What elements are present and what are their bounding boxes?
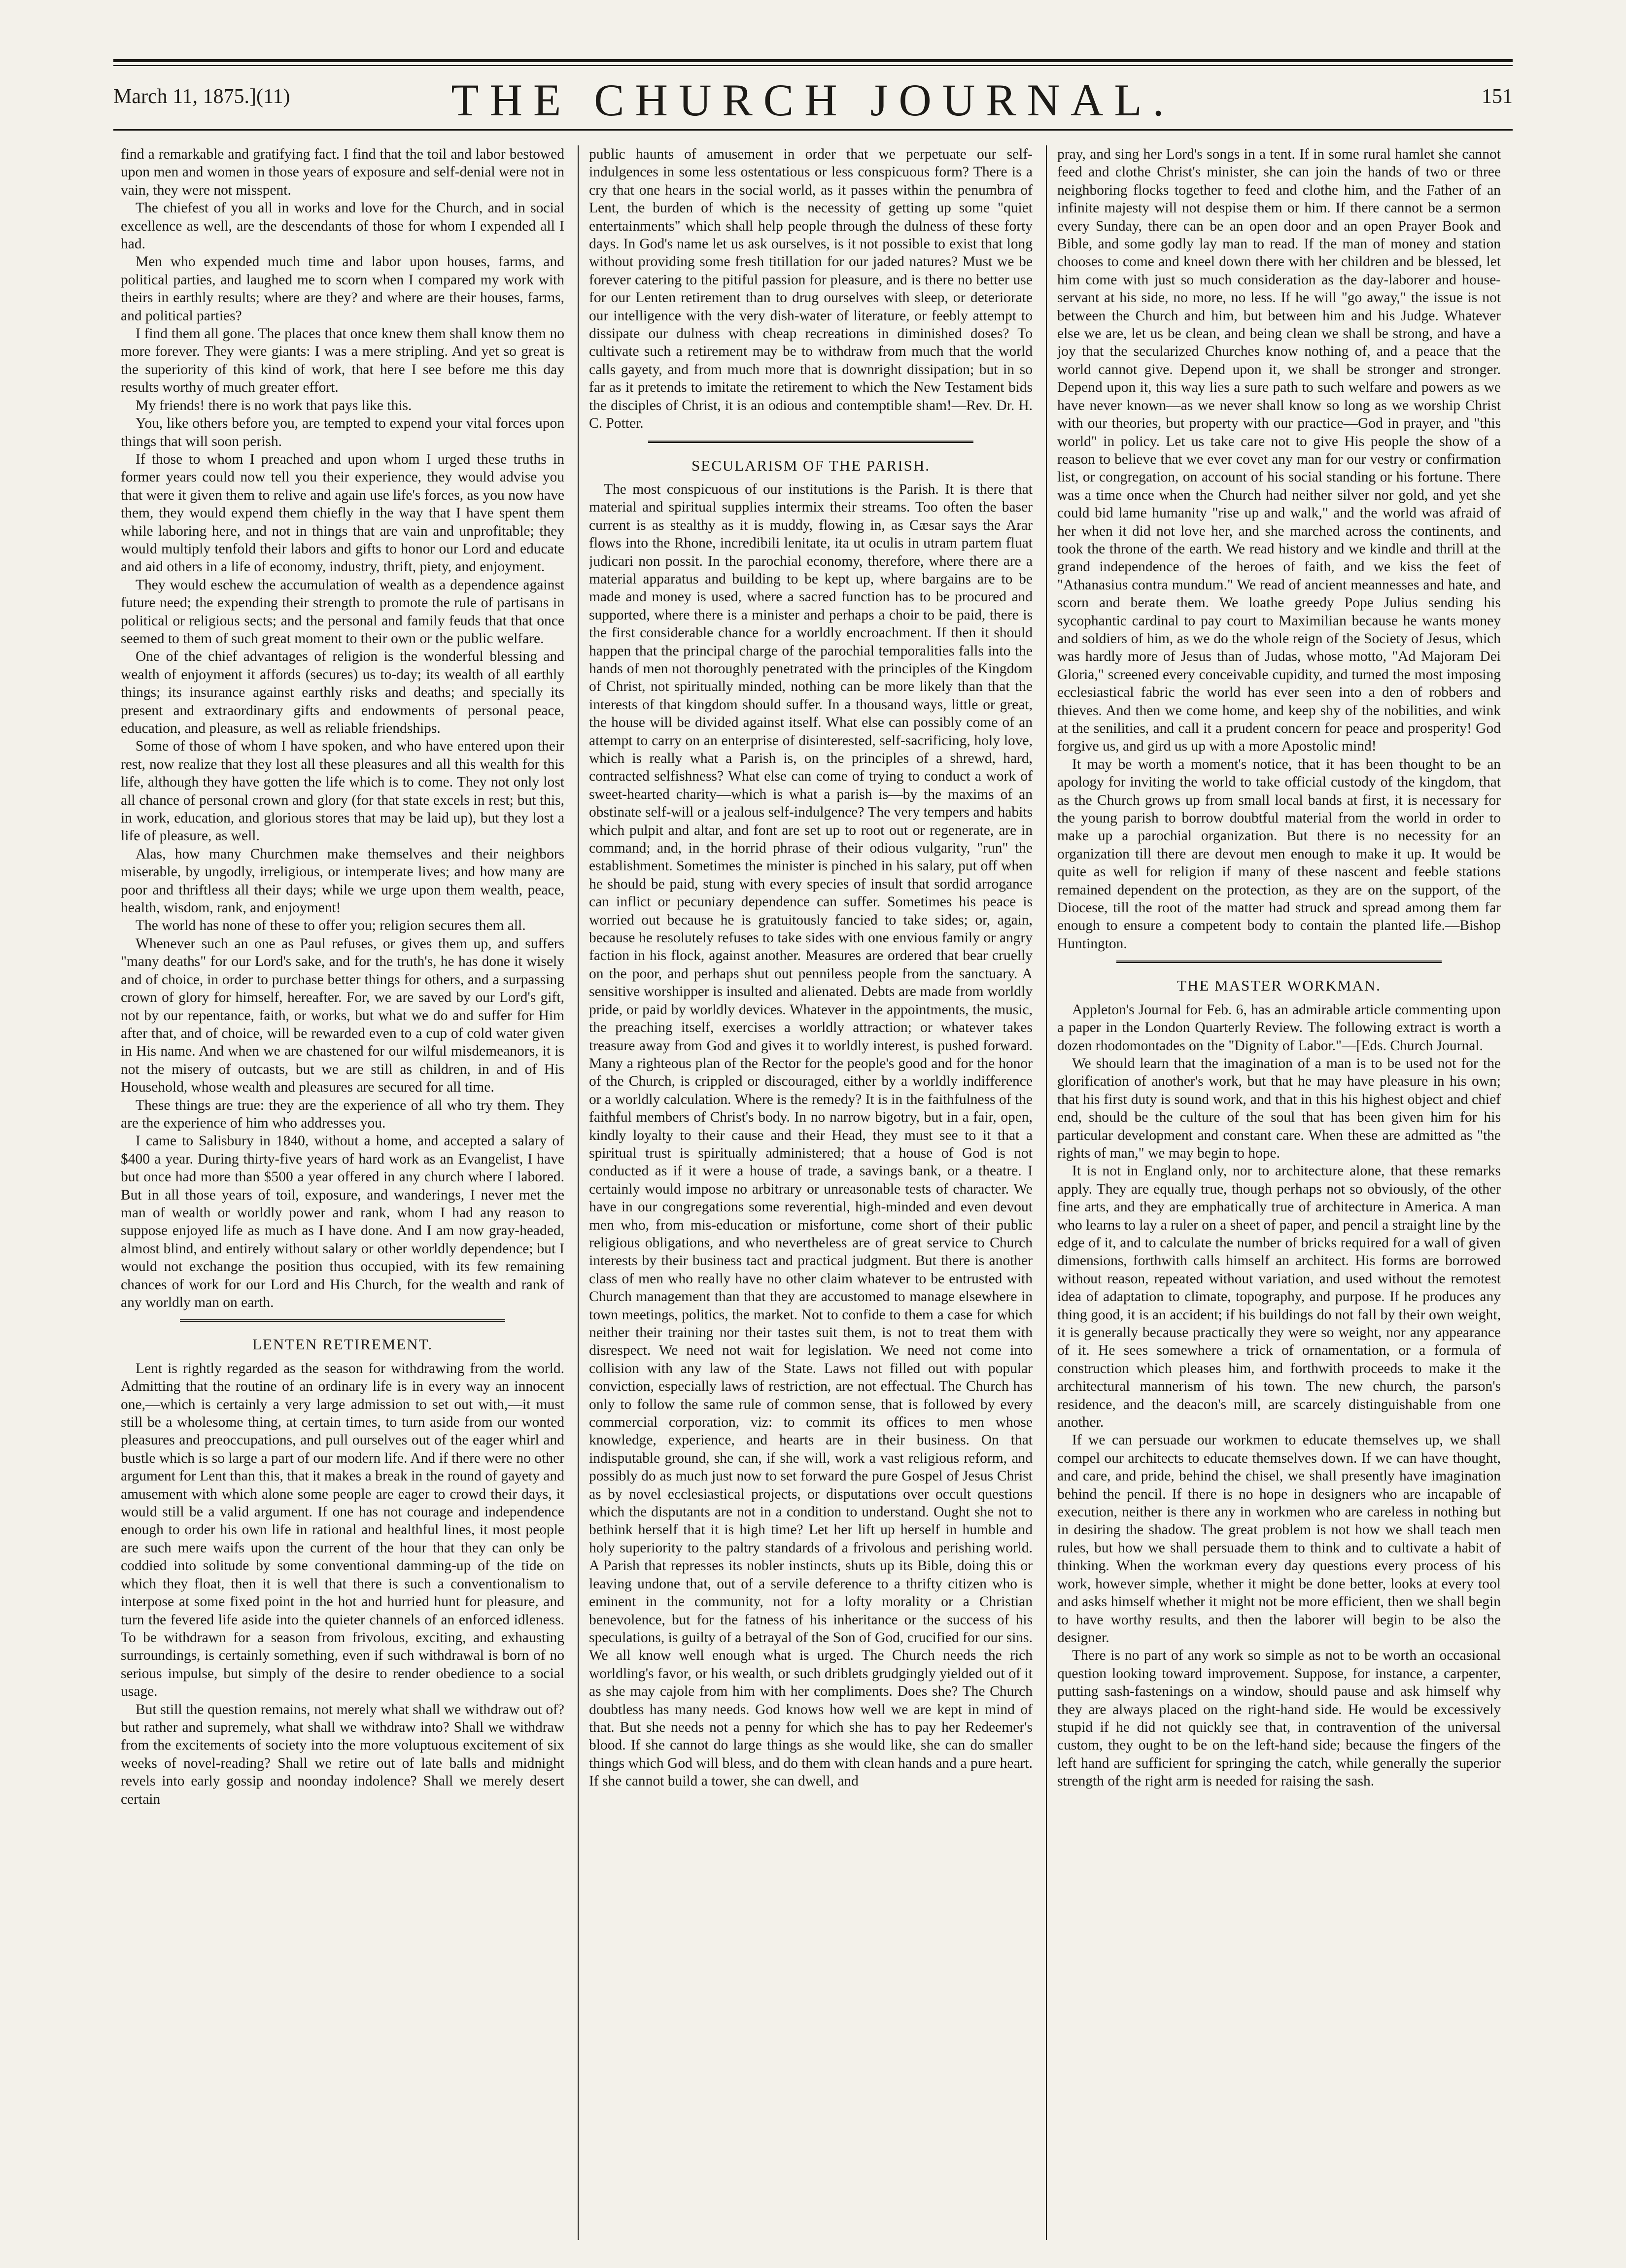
article-heading-master-workman: THE MASTER WORKMAN. [1177,977,1381,995]
issue-date: March 11, 1875.](11) [113,85,290,108]
column-1 [121,145,564,2240]
paragraph: I find them all gone. The places that once knew them shall know them no more forever. They were giants: I was a mere stripling. And yet so great is the superiority of this kind of work, that here I see before me this day results worthy of much greater effort. [121,326,564,396]
page-number: 151 [1482,85,1513,108]
column-2 [589,145,1033,2240]
article-separator [1116,961,1442,968]
paragraph: It may be worth a moment's notice, that it has been thought to be an apology for inviting the world to take official custody of the kingdom, that as the Church grows up from small local bands at first, it is necessary for the young parish to borrow doubtful material from the world in order to make up a parochial organization. But there is no necessity for an organization till there are devout men enough to make it up. It would be quite as well for religion if many of these nascent and feeble stations remained dependent on the protection, as they are on the support, of the Diocese, till the root of the matter had struck and spread among them far enough to ensure a competent body to contain the planted life.—Bishop Huntington. [1057,756,1501,952]
paragraph: We should learn that the imagination of a man is to be used not for the glorification of another's work, but that he may have pleasure in his own; that his first duty is sound work, and that in this his highest object and chief end, should be the culture of the soul that has been given him for his particular development and constant care. When these are admitted as "the rights of man," we may begin to hope. [1057,1055,1501,1161]
paragraph: I came to Salisbury in 1840, without a home, and accepted a salary of $400 a year. During thirty-five years of hard work as an Evangelist, I have but once had more than $500 a year offered in any church where I labored. But in all those years of toil, exposure, and wanderings, I never met the man of wealth or worldly power and rank, whom I had any reason to suppose enjoyed life as much as I have done. And I am now gray-headed, almost blind, and entirely without salary or other worldly dependence; but I would not exchange the position thus occupied, with its few remaining chances of work for our Lord and His Church, for the wealth and rank of any worldly man on earth. [121,1133,564,1310]
paragraph: The most conspicuous of our institutions is the Parish. It is there that material and spiritual supplies intermix their streams. Too often the baser current is as stealthy as it is muddy, flowing in, as Cæsar says the Arar flows into the Rhone, incredibili lenitate, ita ut oculis in utram partem fluat judicari non possit. In the parochial economy, therefore, where there are a material apparatus and building to be kept up, where bargains are to be made and money is used, where a sacred function has to be procured and supported, where there is a minister and perhaps a choir to be paid, there is the first considerable chance for a worldly encroachment. If then it should happen that the principal charge of the parochial temporalities falls into the hands of men not thoroughly penetrated with the principles of the Kingdom of Christ, not spiritually minded, nothing can be more likely than that the interests of that kingdom should suffer. In a thousand ways, little or great, the house will be divided against itself. What else can possibly come of an attempt to carry on an enterprise of disinterested, self-sacrificing, holy love, which is really what a Parish is, on the principles of a shrewd, hard, contracted selfishness? What else can come of trying to conduct a work of sweet-hearted charity—which is what a parish is—by the maxims of an obstinate self-will or a jealous self-indulgence? The very tempers and habits which pulpit and altar, and font are set up to root out or regenerate, are in command; and, in the horrid phrase of their odious vulgarity, "run" the establishment. Sometimes the minister is pinched in his salary, put off when he should be paid, stung with every species of insult that sordid arrogance can inflict or pecuniary dependence can suffer. Sometimes his peace is worried out because he is gratuitously fancied to take sides; or, again, because he resolutely refuses to take sides with one envious family or angry faction in his flock, against another. Measures are ordered that bear cruelly on the poor, and perhaps shut out penniless people from the sanctuary. A sensitive worshipper is insulted and alienated. Debts are made from worldly pride, or paid by worldly devices. Whatever in the appointments, the music, the preaching itself, exercises a worldly attraction; or whatever takes treasure away from God and gives it to worldly interest, is pushed forward. Many a righteous plan of the Rector for the people's good and for the honor of the Church, is crippled or discouraged, either by a worldly indifference or a worldly calculation. Where is the remedy? It is in the faithfulness of the faithful members of Christ's body. In no narrow bigotry, but in a fair, open, kindly loyalty to their cause and their Head, they must see to it that a spiritual trust is spiritually administered; that a house of God is not conducted as if it were a house of trade, a savings bank, or a theatre. I certainly would impose no arbitrary or unreasonable tests of character. We have in our congregations some reverential, high-minded and even devout men who, from mis-education or misfortune, come short of their public religious obligations, and who nevertheless are of great service to Church interests by their business tact and practical judgment. But there is another class of men who really have no other claim whatever to be entrusted with Church management than that they are accustomed to manage elsewhere in town meetings, politics, the market. Not to confide to them a case for which neither their training nor their tastes suit them, is not to treat them with disrespect. We need not wait for legislation. We need not come into collision with any law of the State. Laws not filled out with popular conviction, especially laws of restriction, are not effectual. The Church has only to follow the same rule of common sense, that is followed by every commercial corporation, viz: to commit its offices to men whose knowledge, experience, and hearts are in their business. On that indisputable ground, she can, if she will, work a vast religious reform, and possibly do as much just now to set forward the pure Gospel of Jesus Christ as by novel ecclesiastical projects, or disputations over occult questions which the disputants are not in a condition to understand. Ought she not to bethink herself that it is high time? Let her lift up herself in humble and holy superiority to the paltry standards of a frivolous and perishing world. A Parish that represses its nobler instincts, shuts up its Bible, doing this or leaving undone that, out of a servile deference to a thrifty citizen who is eminent in the community, not for a lofty morality or a Christian benevolence, but for the fatness of his inheritance or the success of his speculations, is guilty of a betrayal of the Son of God, crucified for our sins. We all know well enough what is urged. The Church needs the rich worldling's favor, or his wealth, or such driblets grudgingly yielded out of it as she may cajole from him with her compliments. Does she? The Church doubtless has many needs. God knows how well we are kept in mind of that. But she needs not a penny for which she has to pay her Redeemer's blood. If she cannot do large things as she would like, she can do smaller things which God will bless, and do them with clean hands and a pure heart. If she cannot build a tower, she can dwell, and [589,481,1033,1789]
paragraph: These things are true: they are the experience of all who try them. They are the experience of him who addresses you. [121,1097,564,1131]
paragraph: It is not in England only, nor to architecture alone, that these remarks apply. They are equally true, though perhaps not so obviously, of the other fine arts, and they are emphatically true of architecture in America. A man who learns to lay a ruler on a sheet of paper, and pencil a straight line by the edge of it, and to calculate the number of bricks required for a wall of given dimensions, forthwith calls himself an architect. His forms are borrowed without reason, repeated without variation, and used without the remotest idea of adaptation to climate, topography, and purpose. If he produces any thing good, it is an accident; if his buildings do not fall by their own weight, it is generally because practically they were so weight, nor any appearance of it. He sees somewhere a trick of ornamentation, or a formula of construction which pleases him, and forthwith proceeds to make it the architectural mannerism of his town. The new church, the parson's residence, and the deacon's mill, are scarcely distinguishable from one another. [1057,1163,1501,1431]
paragraph: Men who expended much time and labor upon houses, farms, and political parties, and laughed me to scorn when I compared my work with theirs in earthly results; where are they? and where are their houses, farms, and political parties? [121,254,564,324]
paragraph: One of the chief advantages of religion is the wonderful blessing and wealth of enjoyment it affords (secures) us to-day; its wealth of all earthly things; its insurance against earthly risks and deaths; and specially its present and extraordinary gifts and endowments of personal peace, education, and pleasure, as well as reliable friendships. [121,649,564,736]
article-separator [180,1319,505,1327]
paragraph: The world has none of these to offer you; religion secures them all. [136,918,526,934]
paragraph: There is no part of any work so simple as not to be worth an occasional question looking toward improvement. Suppose, for instance, a carpenter, putting sash-fastenings on a window, should pause and ask himself why they are always placed on the right-hand side. He would be excessively stupid if he did not quickly see that, in contravention of the universal custom, they ought to be on the left-hand side; because the fingers of the left hand are sufficient for springing the catch, while generally the superior strength of the right arm is needed for raising the sash. [1057,1648,1501,1789]
article-separator [648,441,973,448]
paragraph: If we can persuade our workmen to educate themselves up, we shall compel our architects to educate themselves down. If we can have thought, and care, and pride, behind the chisel, we shall presently have imagination behind the pencil. If there is no hope in designers who are incapable of execution, neither is there any in workmen who are careless in nothing but in desiring the shadow. The great problem is not how we shall teach men rules, but how we shall persuade them to think and to cultivate a habit of thinking. When the workman every day questions every process of his work, however simple, whether it might be done better, looks at every tool and asks himself whether it might not be more efficient, then we shall begin to have worthy results, and then the laborer will begin to be also the designer. [1057,1432,1501,1646]
paragraph: Appleton's Journal for Feb. 6, has an admirable article commenting upon a paper in the London Quarterly Review. The following extract is worth a dozen rhodomontades on the "Dignity of Labor."—[Eds. Church Journal. [1057,1001,1501,1054]
paragraph: But still the question remains, not merely what shall we withdraw out of? but rather and supremely, what shall we withdraw into? Shall we withdraw from the excitements of society into the more voluptuous excitement of six weeks of novel-reading? Shall we retire out of late balls and midnight revels into early gossip and noonday indolence? Shall we merely desert certain [121,1701,564,1807]
column-divider [1046,145,1047,2240]
masthead-rule-thick [113,59,1513,62]
masthead [113,74,1513,123]
masthead-rule-bottom [113,129,1513,131]
article-heading-lenten-retirement: LENTEN RETIREMENT. [252,1336,433,1353]
paragraph: You, like others before you, are tempted to expend your vital forces upon things that will soon perish. [121,415,564,449]
paragraph: pray, and sing her Lord's songs in a tent. If in some rural hamlet she cannot feed and clothe Christ's minister, she can join the hands of two or three neighboring flocks together to feed and clothe him, and the Father of an infinite majesty will not despise them or him. If there cannot be a sermon every Sunday, there can be an open door and an open Prayer Book and Bible, and some godly lay man to read. If the man of money and station chooses to come and kneel down there with her children and be blessed, let him come with just so much consideration as the day-laborer and house-servant at his side, no more, no less. If he will "go away," the issue is not between the Church and him, but between him and his Judge. Whatever else we are, let us be clean, and being clean we shall be strong, and have a joy that the secularized Churches know nothing of, and a peace that the world cannot give. Depend upon it, we shall be stronger and stronger. Depend upon it, this way lies a sure path to such welfare and powers as we have never known—as we never shall know so long as we worship Christ with our theories, but property with our practice—God in prayer, and "this world" in policy. Let us take care not to give His people the show of a reason to believe that we ever covet any man for our vestry or confirmation list, or congregation, on account of his social standing or his fortune. There was a time once when the Church had neither silver nor gold, and yet she could bid lame humanity "rise up and walk," and the world was afraid of her when it did not love her, and she marched across the continents, and took the throne of the earth. We read history and we kindle and thrill at the grand independence of the heroes of faith, and we kiss the feet of "Athanasius contra mundum." We read of ancient meannesses and hate, and scorn and berate them. We loathe greedy Pope Julius sending his sycophantic cardinal to pay court to Maximilian because he wants money and soldiers of him, as we do the whole reign of the Society of Jesus, which was hardly more of Jesus than of Judas, whose motto, "Ad Majoram Dei Gloria," screened every conceivable cupidity, and turned the most imposing ecclesiastical fabric the world has ever seen into a den of robbers and thieves. And then we come home, and keep shy of the nobilities, and wink at the senilities, and call it a prudent concern for peace and prosperity! God forgive us, and gird us up with a more Apostolic mind! [1057,146,1501,755]
paragraph: My friends! there is no work that pays like this. [136,397,412,413]
column-divider [578,145,579,2240]
paragraph: Lent is rightly regarded as the season for withdrawing from the world. Admitting that the routine of an ordinary life is in every way an innocent one,—which is certainly a very large admission to set out with,—it must still be a wholesome thing, at certain times, to turn aside from our wonted pleasures and preoccupations, and pull ourselves out of the eager whirl and bustle which is so large a part of our modern life. And if there were no other argument for Lent than this, that it makes a break in the round of gayety and amusement with which alone some people are eager to crowd their days, it would still be a valid argument. If one has not courage and independence enough to order his own life in rational and healthful lines, it most people are such mere waifs upon the current of the hour that they can only be coddied into solitude by some conventional damming-up of the tide on which they float, then it is well that there is such a conventionalism to interpose at some fixed point in the hot and hurried hunt for pleasure, and turn the fevered life aside into the quieter channels of an enforced idleness. To be withdrawn for a season from frivolous, exciting, and exhausting surroundings, is certainly something, even if such withdrawal is born of no serious impulse, but simply of the desire to render obedience to a social usage. [121,1360,564,1700]
article-heading-secularism: SECULARISM OF THE PARISH. [691,456,931,474]
paragraph: public haunts of amusement in order that we perpetuate our self-indulgences in some less ostentatious or less conspicuous form? There is a cry that one hears in the social world, as it passes within the penumbra of Lent, the burden of which is the necessity of getting up some "quiet entertainments" which shall help people through the dulness of these forty days. In God's name let us ask ourselves, is it not possible to exist that long without providing some fresh titillation for our jaded natures? Must we be forever catering to the pitiful passion for pleasure, and is there no better use for our Lenten retirement than to drug ourselves with sleep, or deteriorate our intelligence with the very dish-water of literature, or feebly attempt to dissipate our dulness with cheap recreations in diminished doses? To cultivate such a retirement may be to withdraw from much that the world calls gayety, and from much more that is downright dissipation; but in so far as it pretends to imitate the retirement to which the New Testament bids the disciples of Christ, it is an odious and contemptible sham!—Rev. Dr. H. C. Potter. [589,146,1033,432]
journal-title: THE CHURCH JOURNAL. [451,75,1175,125]
paragraph: They would eschew the accumulation of wealth as a dependence against future need; the expending their strength to promote the rule of partisans in political or religious sects; and the personal and family feuds that that once seemed to them of such great moment to their own or the public welfare. [121,577,564,647]
column-3 [1057,145,1501,2240]
paragraph: Some of those of whom I have spoken, and who have entered upon their rest, now realize that they lost all these pleasures and all this wealth for this life, although they have gotten the life which is to come. They not only lost all chance of personal crown and glory (for that state excels in rest; but this, in work, education, and glorious stores that may be laid up), but they lost a life of pleasure, as well. [121,738,564,844]
paragraph: find a remarkable and gratifying fact. I find that the toil and labor bestowed upon men and women in those years of exposure and self-denial were not in vain, they were not misspent. [121,146,564,198]
paragraph: Alas, how many Churchmen make themselves and their neighbors miserable, by ungodly, irreligious, or intemperate lives; and how many are poor and thriftless all their days; while we urge upon them wealth, peace, health, wisdom, rank, and enjoyment! [121,846,564,916]
paragraph: The chiefest of you all in works and love for the Church, and in social excellence as well, are the descendants of those for whom I expended all I had. [121,200,564,252]
paragraph: Whenever such an one as Paul refuses, or gives them up, and suffers "many deaths" for our Lord's sake, and for the truth's, he has done it wisely and of choice, in order to purchase better things for others, and a surpassing crown of glory for himself, hereafter. For, we are saved by our Lord's gift, not by our repentance, faith, or works, but what we do and suffer for Him after that, and of choice, will be rewarded even to a cup of cold water given in His name. And when we are chastened for our wilful misdemeanors, it is not the misery of outcasts, but we are still as children, in and of His Household, whose wealth and pleasures are secured for all time. [121,935,564,1096]
paragraph: If those to whom I preached and upon whom I urged these truths in former years could now tell you their experience, they would advise you that were it given them to relive and again use life's forces, as you now have them, they would expend them chiefly in the way that I have spent them while laboring here, and not in things that are vain and unprofitable; they would multiply tenfold their labors and gifts to honor our Lord and educate and aid others in a life of economy, industry, thrift, piety, and enjoyment. [121,451,564,575]
masthead-rule-thin [113,65,1513,66]
